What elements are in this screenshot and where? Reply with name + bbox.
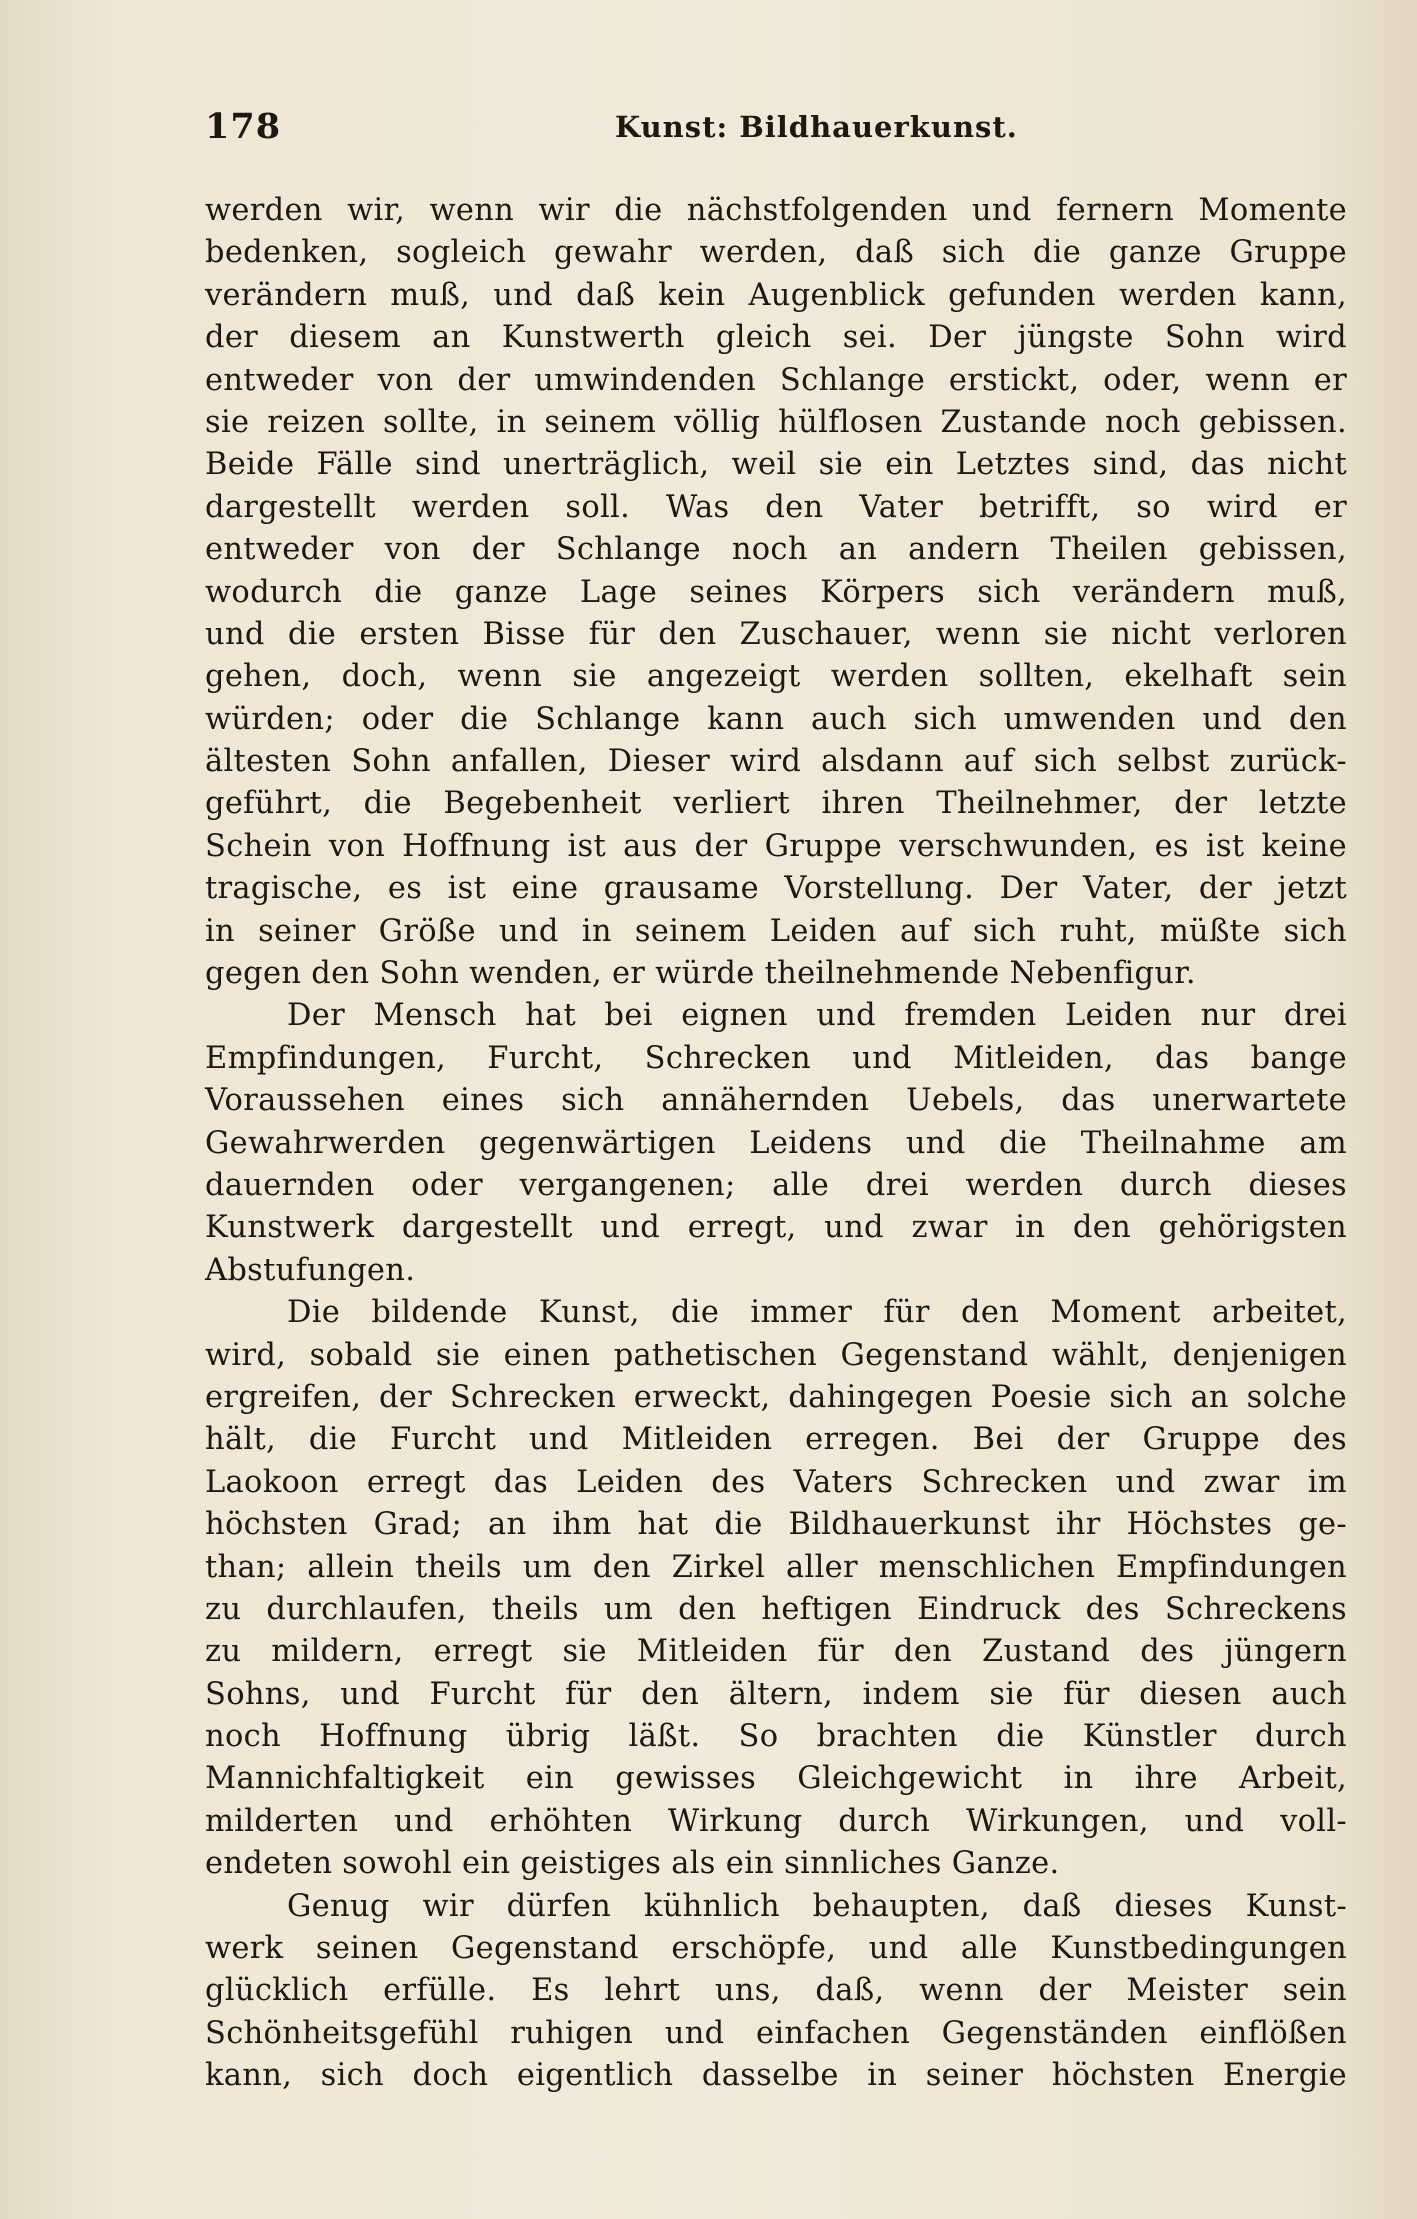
text-line: tragische, es ist eine grausame Vorstellung. Der Vater, der jetzt [205, 871, 1347, 907]
text-line: wird, sobald sie einen pathetischen Gegenstand wählt, denjenigen [205, 1337, 1347, 1373]
page-header [205, 106, 1210, 156]
paragraph-start: Die bildende Kunst, die immer für den Moment arbeitet, [287, 1295, 1347, 1331]
text-line: werden wir, wenn wir die nächstfolgenden und fernern Momente [205, 193, 1347, 228]
text-line: würden; oder die Schlange kann auch sich umwenden und den [205, 701, 1347, 737]
text-line: in seiner Größe und in seinem Leiden auf sich ruht, müßte sich [205, 913, 1347, 949]
text-line: ältesten Sohn anfallen, Dieser wird alsdann auf sich selbst zurück- [205, 744, 1347, 780]
text-line: sie reizen sollte, in seinem völlig hülflosen Zustande noch gebissen. [205, 404, 1347, 440]
text-line: gegen den Sohn wenden, er würde theilnehmende Nebenfigur. [205, 956, 1196, 992]
text-line: Beide Fälle sind unerträglich, weil sie ein Letztes sind, das nicht [205, 447, 1347, 483]
text-line: glücklich erfülle. Es lehrt uns, daß, wenn der Meister sein [205, 1973, 1347, 2009]
text-line: noch Hoffnung übrig läßt. So brachten die Künstler durch [205, 1719, 1347, 1755]
text-line: dauernden oder vergangenen; alle drei werden durch dieses [205, 1167, 1347, 1203]
text-line: höchsten Grad; an ihm hat die Bildhauerkunst ihr Höchstes ge- [205, 1507, 1347, 1543]
text-line: zu mildern, erregt sie Mitleiden für den Zustand des jüngern [205, 1634, 1347, 1670]
text-line: verändern muß, und daß kein Augenblick gefunden werden kann, [205, 277, 1347, 313]
text-line: der diesem an Kunstwerth gleich sei. Der jüngste Sohn wird [205, 320, 1347, 356]
text-line: milderten und erhöhten Wirkung durch Wirkungen, und voll- [205, 1803, 1347, 1839]
text-line: than; allein theils um den Zirkel aller menschlichen Empfindungen [205, 1549, 1347, 1585]
text-line: entweder von der umwindenden Schlange erstickt, oder, wenn er [205, 362, 1347, 398]
text-line: Schein von Hoffnung ist aus der Gruppe verschwunden, es ist keine [205, 828, 1347, 864]
body-text [205, 190, 1347, 2098]
text-line: hält, die Furcht und Mitleiden erregen. Bei der Gruppe des [205, 1422, 1347, 1458]
text-line: Gewahrwerden gegenwärtigen Leidens und die Theilnahme am [205, 1125, 1347, 1161]
text-line: und die ersten Bisse für den Zuschauer, wenn sie nicht verloren [205, 616, 1347, 652]
text-line: endeten sowohl ein geistiges als ein sinnliches Ganze. [205, 1846, 1060, 1882]
text-line: bedenken, sogleich gewahr werden, daß sich die ganze Gruppe [205, 235, 1347, 271]
text-line: entweder von der Schlange noch an andern Theilen gebissen, [205, 532, 1347, 568]
running-title: Kunst: Bildhauerkunst. [615, 110, 1018, 144]
text-line: wodurch die ganze Lage seines Körpers sich verändern muß, [205, 574, 1347, 610]
page-number: 178 [205, 106, 282, 147]
paragraph-start: Der Mensch hat bei eignen und fremden Leiden nur drei [287, 998, 1347, 1034]
text-line: Voraussehen eines sich annähernden Uebels, das unerwartete [205, 1083, 1347, 1119]
text-line: Empfindungen, Furcht, Schrecken und Mitleiden, das bange [205, 1040, 1347, 1076]
text-line: dargestellt werden soll. Was den Vater betrifft, so wird er [205, 489, 1347, 525]
text-line: Kunstwerk dargestellt und erregt, und zwar in den gehörigsten [205, 1210, 1347, 1246]
text-line: Abstufungen. [205, 1252, 416, 1288]
text-line: geführt, die Begebenheit verliert ihren Theilnehmer, der letzte [205, 786, 1347, 822]
text-line: kann, sich doch eigentlich dasselbe in seiner höchsten Energie [205, 2058, 1347, 2094]
text-line: Laokoon erregt das Leiden des Vaters Schrecken und zwar im [205, 1464, 1347, 1500]
paragraph-start: Genug wir dürfen kühnlich behaupten, daß dieses Kunst- [287, 1888, 1347, 1924]
text-line: zu durchlaufen, theils um den heftigen Eindruck des Schreckens [205, 1591, 1347, 1627]
text-line: gehen, doch, wenn sie angezeigt werden sollten, ekelhaft sein [205, 659, 1347, 695]
text-line: werk seinen Gegenstand erschöpfe, und alle Kunstbedingungen [205, 1931, 1347, 1967]
text-line: ergreifen, der Schrecken erweckt, dahingegen Poesie sich an solche [205, 1379, 1347, 1415]
text-line: Schönheitsgefühl ruhigen und einfachen Gegenständen einflößen [205, 2015, 1347, 2051]
text-line: Sohns, und Furcht für den ältern, indem sie für diesen auch [205, 1676, 1347, 1712]
text-line: Mannichfaltigkeit ein gewisses Gleichgewicht in ihre Arbeit, [205, 1761, 1347, 1797]
